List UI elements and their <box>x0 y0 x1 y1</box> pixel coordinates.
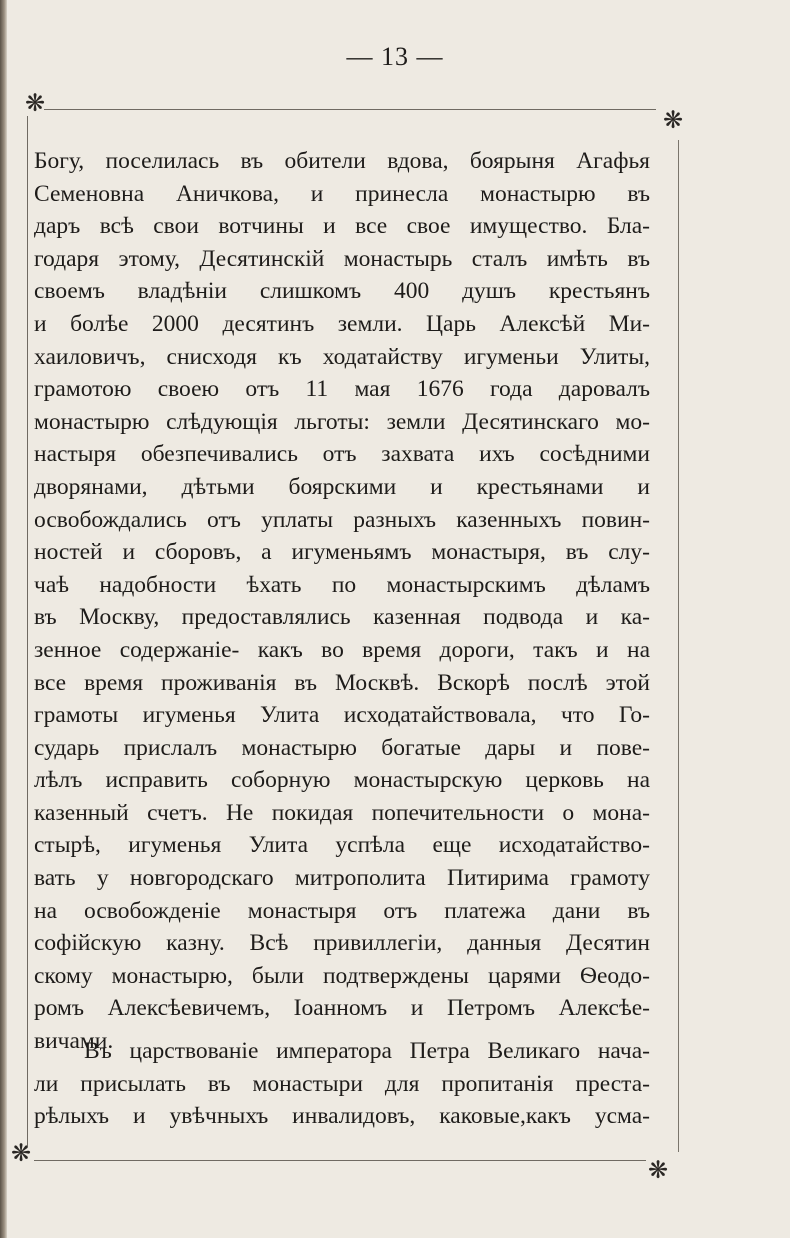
frame-rule-top <box>44 109 656 110</box>
text-line: въ Москву, предоставлялись казенная подвода и ка- <box>34 604 650 631</box>
ornament-bottom-left-icon: ❋ <box>10 1139 32 1167</box>
text-line: казенный счетъ. Не покидая попечительности о мона- <box>34 799 650 826</box>
text-line: и болѣе 2000 десятинъ земли. Царь Алексѣй Ми- <box>34 310 650 337</box>
ornament-top-left-icon: ❋ <box>24 89 46 117</box>
text-line: настыря обезпечивались отъ захвата ихъ сосѣдними <box>34 441 650 468</box>
text-line: все время проживанія въ Москвѣ. Вскорѣ послѣ этой <box>34 669 650 696</box>
ornament-top-right-icon: ❋ <box>662 106 684 134</box>
text-line: чаѣ надобности ѣхать по монастырскимъ дѣламъ <box>34 571 650 598</box>
text-line: хаиловичъ, снисходя къ ходатайству игуменьи Улиты, <box>34 343 650 370</box>
text-line: своемъ владѣніи слишкомъ 400 душъ крестьянъ <box>34 278 650 305</box>
text-line: лѣлъ исправить соборную монастырскую церковь на <box>34 767 650 794</box>
page-number: — 13 — <box>346 42 444 71</box>
text-line: Богу, поселилась въ обители вдова, боярыня Агафья <box>34 148 650 174</box>
paragraph-2 <box>34 1035 650 1133</box>
text-line: софійскую казну. Всѣ привиллегіи, данныя Десятин <box>34 930 650 957</box>
text-line: Семеновна Аничкова, и принесла монастырю въ <box>34 180 650 207</box>
text-line: стырѣ, игуменья Улита успѣла еще исходатайство- <box>34 832 650 859</box>
text-line: скому монастырю, были подтверждены царями Ѳеодо- <box>34 962 650 989</box>
text-line: вичами. <box>34 1028 114 1055</box>
frame-rule-bottom <box>34 1160 646 1161</box>
text-line: сударь прислалъ монастырю богатые дары и пове- <box>34 734 650 761</box>
text-line: годаря этому, Десятинскій монастырь сталъ имѣть въ <box>34 245 650 272</box>
text-line: рѣлыхъ и увѣчныхъ инвалидовъ, каковые,какъ усма- <box>34 1103 650 1130</box>
text-line: ли присылать въ монастыри для пропитанія преста- <box>34 1070 650 1097</box>
frame-rule-right <box>678 140 679 1152</box>
text-line: даръ всѣ свои вотчины и все свое имущество. Бла- <box>34 213 650 240</box>
text-line: монастырю слѣдующія льготы: земли Десятинскаго мо- <box>34 408 650 435</box>
text-line: ромъ Алексѣевичемъ, Іоанномъ и Петромъ Алексѣе- <box>34 995 650 1022</box>
frame-rule-left <box>27 116 28 1146</box>
paragraph-1 <box>34 145 650 1058</box>
text-line: дворянами, дѣтьми боярскими и крестьянами и <box>34 473 650 500</box>
ornament-bottom-right-icon: ❋ <box>647 1156 669 1184</box>
text-line: на освобожденіе монастыря отъ платежа дани въ <box>34 897 650 924</box>
text-line: ностей и сборовъ, а игуменьямъ монастыря, въ слу- <box>34 539 650 566</box>
text-line: грамоты игуменья Улита исходатайствовала, что Го- <box>34 702 650 729</box>
text-line: вать у новгородскаго митрополита Питирима грамоту <box>34 865 650 892</box>
text-line: освобождались отъ уплаты разныхъ казенныхъ повин- <box>34 506 650 533</box>
text-line: грамотою своею отъ 11 мая 1676 года даровалъ <box>34 376 650 403</box>
binding-edge <box>0 0 7 1238</box>
text-line: зенное содержаніе- какъ во время дороги, такъ и на <box>34 636 650 663</box>
text-line: Въ царствованіе императора Петра Великаго нача- <box>84 1038 650 1064</box>
